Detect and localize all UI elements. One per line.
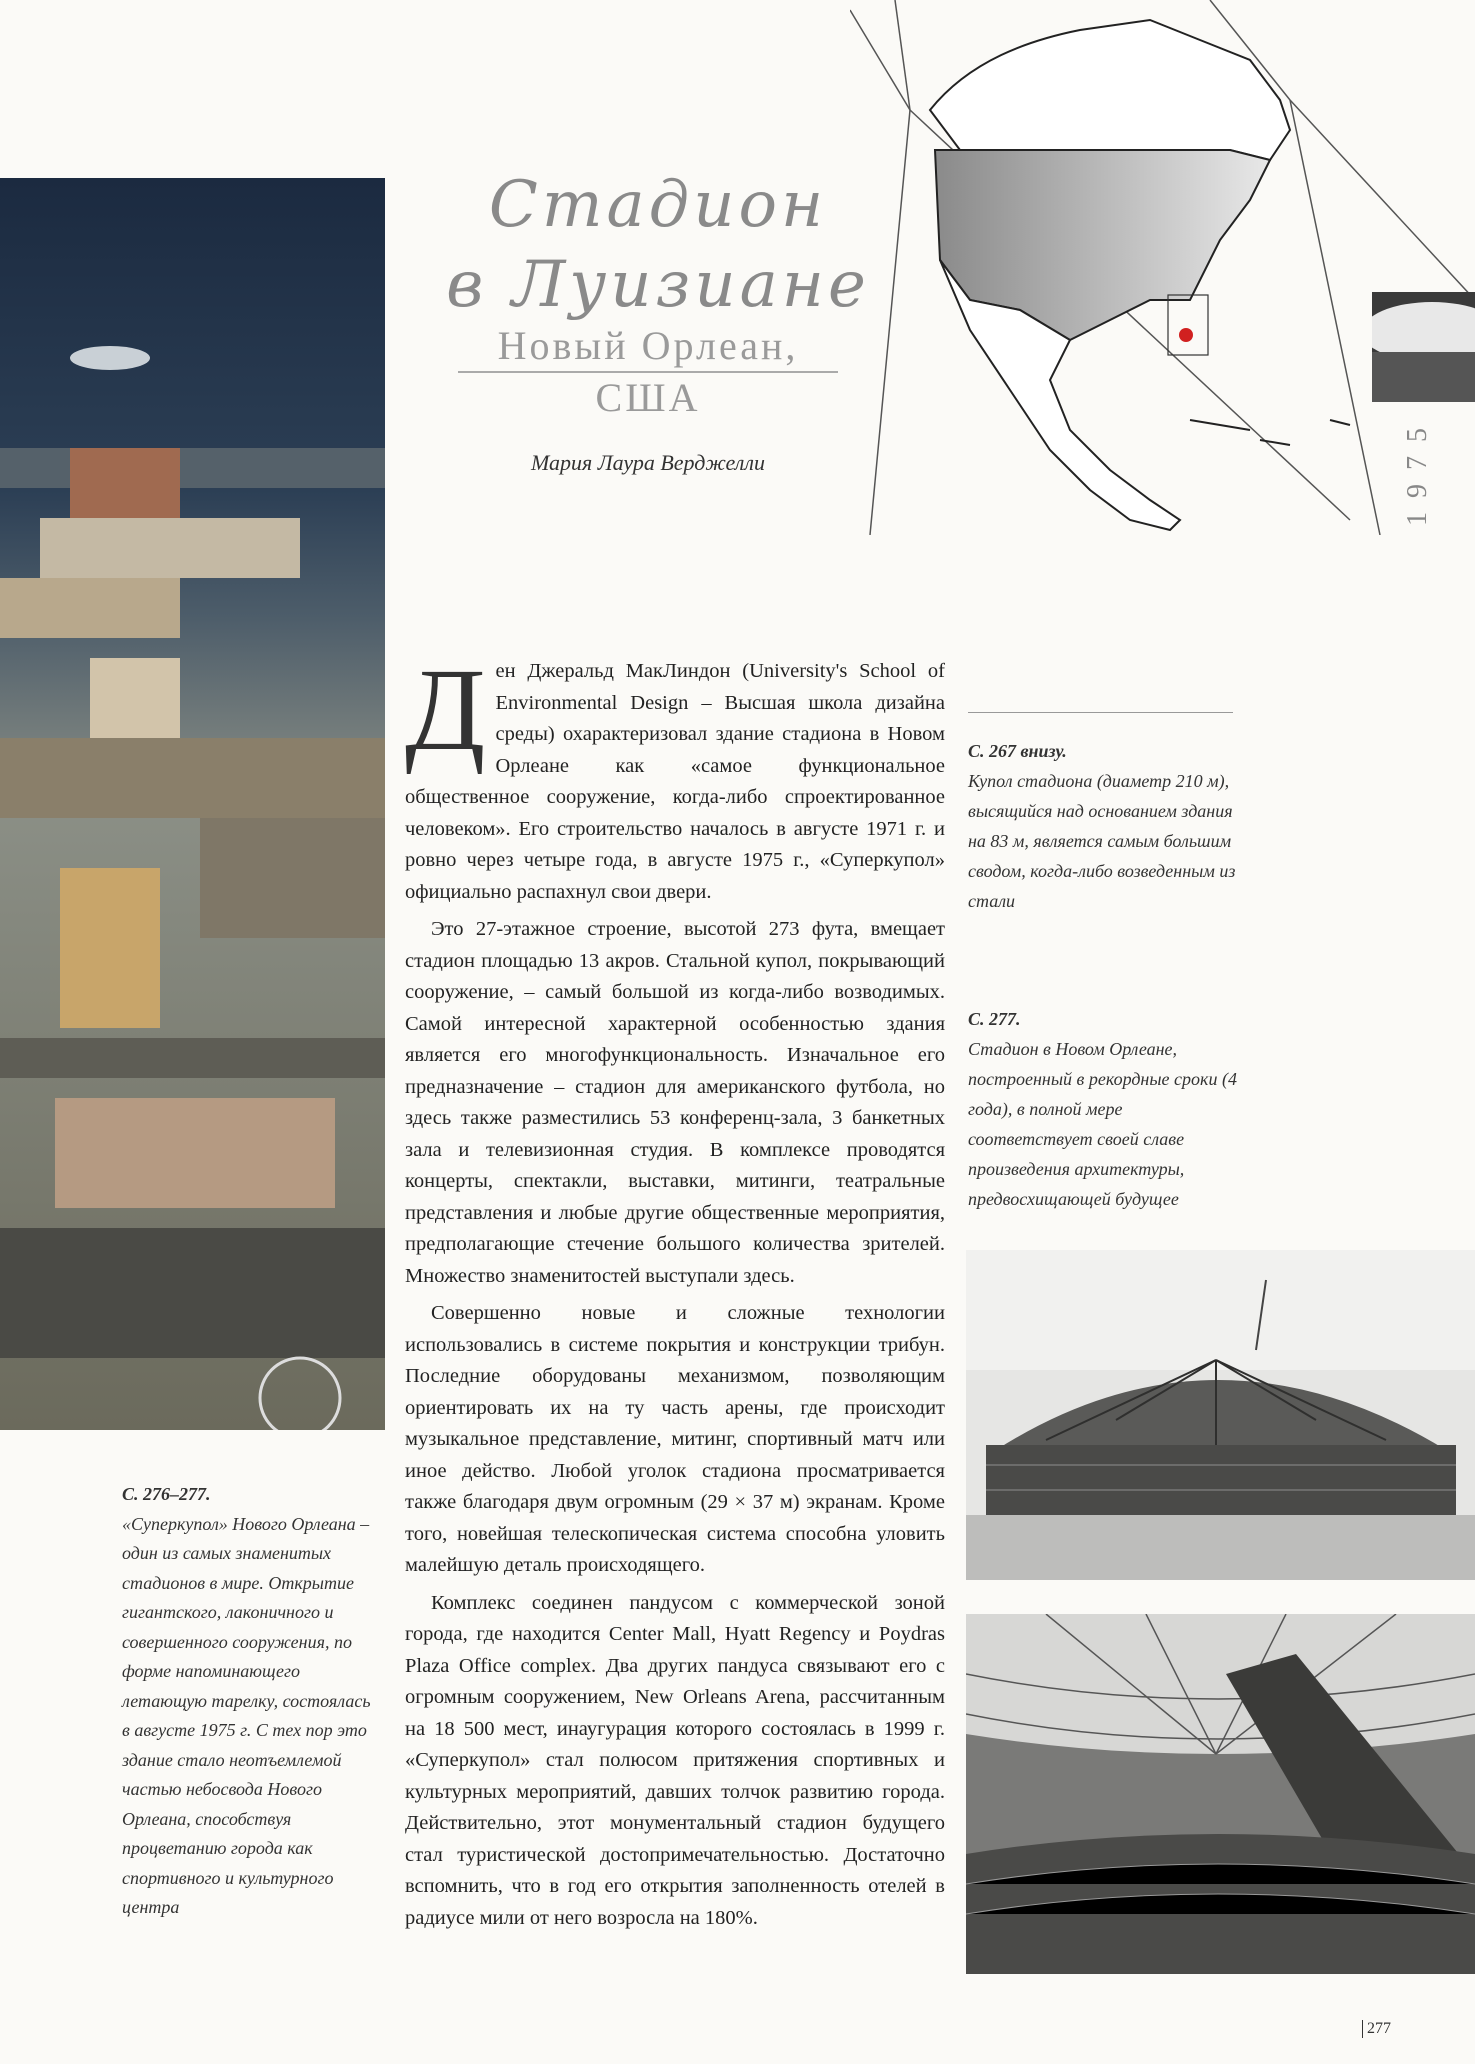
title-line-2: в Луизиане: [446, 248, 870, 322]
caption-dome: [968, 736, 1238, 916]
author: Мария Лаура Верджелли: [531, 450, 765, 475]
caption-dome-head: С. 267 внизу.: [968, 741, 1067, 761]
caption-stadium-head: С. 277.: [968, 1009, 1021, 1029]
caption-stadium-text: Стадион в Новом Орлеане, построенный в рекордные сроки (4 года), в полной мере соответствует своей славе произведения архитектуры, предвосхищающей будущее: [968, 1039, 1237, 1209]
drop-cap: Д: [405, 644, 486, 775]
caption-superdome-text: «Суперкупол» Нового Орлеана – один из самых знаменитых стадионов в мире. Открытие гигантского, лаконичного и совершенного сооружения, по форме напоминающего летающую тарелку, состоялась в августе 1975 г. С тех пор это здание стало неотъемлемой частью небосвода Нового Орлеана, способствуя процветанию города как спортивного и культурного центра: [122, 1513, 371, 1917]
subtitle-city: Новый Орлеан,: [458, 322, 838, 373]
page-number: 277: [1362, 2020, 1391, 2038]
title-line-1: Стадион: [488, 168, 828, 242]
paragraph-4: Комплекс соединен пандусом с коммерческой зоной города, где находится Center Mall, Hyatt Regency и Poydras Plaza Office complex. Два других пандуса связывают его с огромным сооружением, New Orleans Arena, рассчитанным на 18 500 мест, инаугурация которого состоялась в 1999 г. «Суперкупол» стал полюсом притяжения спортивных и культурных мероприятий, давших толчок развитию города. Действительно, этот монументальный стадион будущего стал туристической достопримечательностью. Достаточно вспомнить, что в год его открытия заполненность отелей в радиусе мили от него возросла на 180%.: [405, 1591, 945, 1929]
caption-superdome: [122, 1480, 372, 1923]
year-label: 1975: [1402, 414, 1433, 526]
aerial-city-photo: [0, 178, 385, 1430]
caption-superdome-head: С. 276–277.: [122, 1484, 211, 1504]
north-america-map: [850, 0, 1475, 535]
dome-thumbnail: [1372, 292, 1475, 402]
paragraph-2: Это 27-этажное строение, высотой 273 фута, вмещает стадион площадью 13 акров. Стальной купол, покрывающий сооружение, – самый большой из когда-либо возводимых. Самой интересной характерной особенностью здания является его многофункциональность. Изначальное его предназначение – стадион для американского футбола, но здесь также разместились 53 конференц-зала, 3 банкетных зала и телевизионная студия. В комплексе проводятся концерты, спектакли, выставки, митинги, театральные представления и любые другие общественные мероприятия, предполагающие стечение большого количества зрителей. Множество знаменитостей выступали здесь.: [405, 918, 945, 1287]
caption-divider: [968, 712, 1233, 713]
dome-interior-photo: [966, 1614, 1475, 1974]
caption-dome-text: Купол стадиона (диаметр 210 м), высящийся над основанием здания на 83 м, является самым большим сводом, когда-либо возведенным из стали: [968, 771, 1236, 911]
paragraph-3: Совершенно новые и сложные технологии использовались в системе покрытия и конструкции трибун. Последние оборудованы механизмом, позволяющим ориентировать их на ту часть арены, где происходит музыкальное представление, митинг, спортивный матч или иное действо. Любой уголок стадиона просматривается также благодаря двум огромным (29 × 37 м) экранам. Кроме того, новейшая телескопическая система способна уловить малейшую деталь происходящего.: [405, 1302, 945, 1576]
article-body: [405, 644, 945, 1940]
dome-construction-photo: [966, 1250, 1475, 1580]
paragraph-1: Ден Джеральд МакЛиндон (University's School of Environmental Design – Высшая школа дизайна среды) охарактеризовал здание стадиона в Новом Орлеане как «самое функциональное общественное сооружение, когда-либо спроектированное человеком». Его строительство началось в августе 1971 г. и ровно через четыре года, в августе 1975 г., «Суперкупол» официально распахнул свои двери.: [405, 644, 945, 903]
subtitle-country: США: [595, 375, 701, 420]
caption-stadium: [968, 1004, 1238, 1214]
